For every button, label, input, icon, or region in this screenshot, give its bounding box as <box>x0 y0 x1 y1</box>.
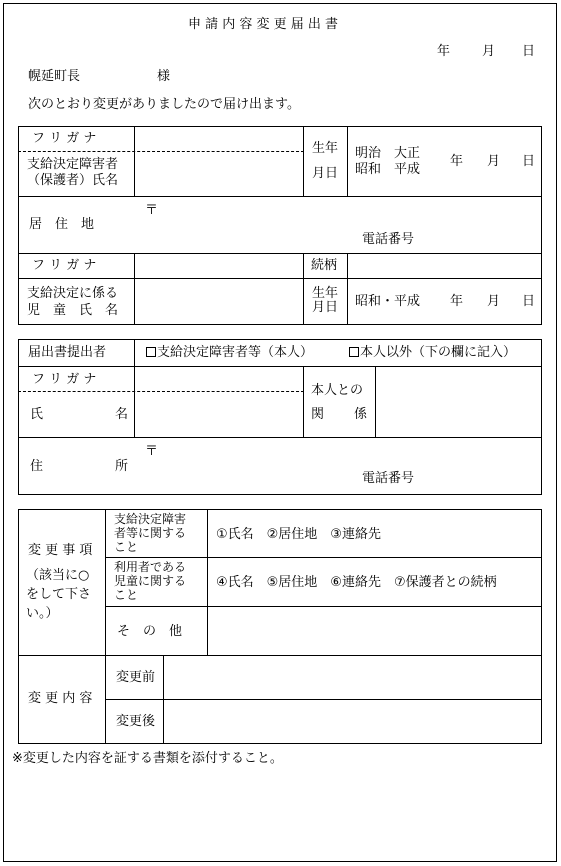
category-child-label: 利用者である <box>114 560 187 574</box>
child-furigana-field[interactable] <box>135 254 303 278</box>
submitter-address-field[interactable] <box>135 438 541 494</box>
date-year: 年 <box>437 44 451 59</box>
relation-field[interactable] <box>348 254 541 278</box>
before-label: 変更前 <box>116 670 156 685</box>
child-name-field[interactable] <box>135 279 303 324</box>
child-birth-month: 月 <box>487 294 501 309</box>
recipient-furigana-field[interactable] <box>135 127 303 151</box>
after-label: 変更後 <box>116 714 156 729</box>
submitter-address-label-left: 住 <box>30 459 44 474</box>
option-self[interactable] <box>146 345 313 360</box>
category-recipient-label-3: こと <box>114 540 139 554</box>
relation-label: 続柄 <box>311 258 338 273</box>
change-items-note-3: い。） <box>26 606 59 621</box>
birth-label-2: 月日 <box>312 166 339 181</box>
recipient-name-label: 支給決定障害者 <box>27 157 119 172</box>
change-items-note-2: をして下さ <box>26 587 92 602</box>
submitter-address-label-right: 所 <box>115 459 129 474</box>
birth-day: 日 <box>522 154 536 169</box>
before-field[interactable] <box>164 656 541 699</box>
submitter-furigana-field[interactable] <box>135 367 303 391</box>
birth-month: 月 <box>487 154 501 169</box>
change-items-note: （該当に○ <box>26 568 90 583</box>
child-name-label-2: 児 童 氏 名 <box>27 303 119 318</box>
child-birth-label-2: 月日 <box>312 300 339 315</box>
child-birth-label: 生年 <box>312 286 339 301</box>
category-child-label-2: 児童に関する <box>114 574 187 588</box>
option-other[interactable] <box>349 345 516 360</box>
footer-note: ※変更した内容を証する書類を添付すること。 <box>12 751 283 766</box>
relation-to-self-field[interactable] <box>376 367 541 437</box>
era-options-2[interactable]: 昭和 平成 <box>355 162 421 177</box>
recipient-name-field[interactable] <box>135 152 303 196</box>
child-era-options[interactable]: 昭和・平成 <box>355 294 421 309</box>
submitter-furigana-label: フ リ ガ ナ <box>32 372 97 387</box>
form-title: 申 請 内 容 変 更 届 出 書 <box>188 17 339 32</box>
date-day: 日 <box>522 44 536 59</box>
relation-to-self-label-2b: 係 <box>354 407 368 422</box>
postal-mark: 〒 <box>145 203 159 218</box>
phone-label: 電話番号 <box>362 232 415 247</box>
category-child-options[interactable]: ④氏名 ⑤居住地 ⑥連絡先 ⑦保護者との続柄 <box>216 575 497 590</box>
child-furigana-label: フ リ ガ ナ <box>32 258 97 273</box>
submitter-postal-mark: 〒 <box>145 444 159 459</box>
address-field[interactable] <box>135 197 541 253</box>
change-items-label: 変 更 事 項 <box>28 543 93 558</box>
option-other-label: 本人以外（下の欄に記入） <box>360 345 517 360</box>
category-recipient-options[interactable]: ①氏名 ②居住地 ③連絡先 <box>216 527 381 542</box>
intro-text: 次のとおり変更がありましたので届け出ます。 <box>28 97 300 112</box>
checkbox-self[interactable] <box>146 347 156 357</box>
child-birth-day: 日 <box>522 294 536 309</box>
era-options[interactable]: 明治 大正 <box>355 146 421 161</box>
category-recipient-label: 支給決定障害 <box>114 512 187 526</box>
submitter-label: 届出書提出者 <box>28 345 107 360</box>
category-child-label-3: こと <box>114 588 139 602</box>
option-self-label: 支給決定障害者等（本人） <box>157 345 314 360</box>
birth-label: 生年 <box>312 141 339 156</box>
honorific: 様 <box>157 69 171 84</box>
relation-to-self-label: 本人との <box>311 383 364 398</box>
change-content-label: 変 更 内 容 <box>28 691 93 706</box>
submitter-name-field[interactable] <box>135 392 303 437</box>
category-other-field[interactable] <box>208 607 541 655</box>
relation-to-self-label-2a: 関 <box>311 407 325 422</box>
category-other-label: そ の 他 <box>117 624 183 639</box>
submitter-name-label-left: 氏 <box>30 407 44 422</box>
submitter-phone-label: 電話番号 <box>362 471 415 486</box>
checkbox-other[interactable] <box>349 347 359 357</box>
date-month: 月 <box>482 44 496 59</box>
birth-year: 年 <box>450 154 464 169</box>
addressee: 幌延町長 <box>28 69 81 84</box>
category-recipient-label-2: 者等に関する <box>114 526 187 540</box>
address-label: 居 住 地 <box>29 217 95 232</box>
child-birth-year: 年 <box>450 294 464 309</box>
furigana-label: フ リ ガ ナ <box>32 131 97 146</box>
child-name-label: 支給決定に係る <box>27 286 119 301</box>
recipient-name-label-2: （保護者）氏名 <box>27 173 119 188</box>
submitter-name-label-right: 名 <box>115 407 129 422</box>
after-field[interactable] <box>164 700 541 743</box>
